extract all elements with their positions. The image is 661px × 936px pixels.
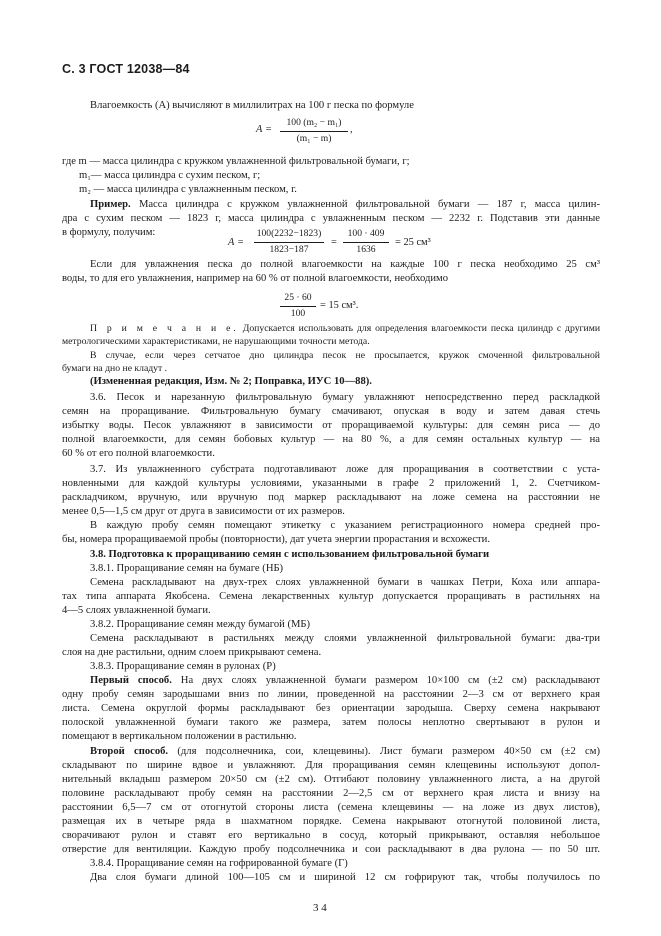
note-line-1 (90, 322, 600, 336)
section-381-title: 3.8.1. Проращивание семян на бумаге (НБ) (90, 563, 284, 574)
example-line-1 (90, 198, 600, 212)
formula-2-equals: = (331, 237, 337, 248)
where-line-1: где m — масса цилиндра с кружком увлажненной фильтровальной бумаги, г; (62, 156, 410, 167)
example-line-2: дра с сухим песком — 1823 г, масса цилиндра с увлажненным песком — 2232 г. Подставив эти данные (62, 213, 600, 224)
p37-line-6: бы, номера проращиваемой пробы (повторности), дат учета энергии прорастания и всхожести. (62, 534, 490, 545)
method1-line-4: полоской увлажненной бумаги такого же размера, затем полосы неплотно свертывают в рулон и (62, 717, 600, 728)
formula-2-bar-2 (343, 242, 389, 243)
formula-1-numerator: 100 (m₂ − m₁) (286, 117, 342, 128)
method2-line-1 (90, 745, 600, 759)
formula-3-numerator: 25 · 60 (284, 292, 312, 303)
p37-line-3: раскладчиком, вручную, или вручную под маркер раскладывают на ложе семена на расстоянии не (62, 492, 600, 503)
s381-line-3: 4—5 слоях увлажненной бумаги. (62, 605, 211, 616)
note-line-4: бумаги на дно не кладут . (62, 363, 168, 374)
method2-line-5: расстоянии 6,5—7 см от отогнутой стороны листа (семена клещевины — на ложе из двух листов), (62, 802, 600, 813)
method1-label: Первый способ. (90, 675, 172, 686)
example-line-3: в формулу, получим: (62, 227, 156, 238)
formula-2-numerator-1: 100(2232−1823) (256, 228, 322, 239)
example-text-1: Масса цилиндра с кружком увлажненной фильтровальной бумаги — 187 г, масса цилин- (138, 199, 600, 210)
intro-line: Влагоемкость (А) вычисляют в миллилитрах на 100 г песка по формуле (90, 100, 414, 111)
formula-3-denominator: 100 (290, 308, 306, 319)
where-line-2: m₁— масса цилиндра с сухим песком, г; (79, 170, 261, 181)
formula-3-bar (280, 306, 316, 307)
p37-line-5: В каждую пробу семян помещают этикетку с указанием регистрационного номера средней про- (90, 520, 600, 531)
method2-line-6: размещая их в четыре ряда в шахматном порядке. Семена накрывают отогнутой половиной листа, (62, 816, 600, 827)
method1-text-1: На двух слоях увлажненной бумаги размером 10×100 см (±2 см) раскладывают (180, 675, 600, 686)
if100-line-1: Если для увлажнения песка до полной влагоемкости на каждые 100 г песка необходимо 25 см³ (90, 259, 600, 270)
formula-3-result: = 15 см³. (320, 300, 359, 311)
where-line-3: m₂ — масса цилиндра с увлажненным песком, г. (79, 184, 297, 195)
note-text-1: Допускается использовать для определения влагоемкости песка цилиндр с другими (242, 323, 601, 334)
method2-line-8: отверстие для вентиляции. Каждую пробу подсолнечника и сои раскладывают в два рулона — по 50 шт. (62, 844, 600, 855)
note-line-2: метрологическими характеристиками, не нарушающими точности метода. (62, 336, 370, 347)
section-382-title: 3.8.2. Проращивание семян между бумагой (МБ) (90, 619, 311, 630)
section-383-title: 3.8.3. Проращивание семян в рулонах (Р) (90, 661, 276, 672)
note-label: П р и м е ч а н и е. (90, 323, 239, 334)
if100-line-2: воды, то для его увлажнения, например на 60 % от полной влагоемкости, необходимо (62, 273, 449, 284)
section-384-title: 3.8.4. Проращивание семян на гофрированной бумаге (Г) (90, 858, 348, 869)
s381-line-2: тах типа аппарата Якобсена. Семена лекарственных культур допускается проращивать в растильнях на (62, 591, 600, 602)
p37-line-1: 3.7. Из увлажненного субстрата подготавливают ложе для проращивания в соответствии с уста- (90, 464, 600, 475)
p36-line-2: семян на проращивание. Фильтровальную бумагу смачивают, опуская в воду и затем давая стечь (62, 406, 600, 417)
note-line-3: В случае, если через сетчатое дно цилиндра песок не просыпается, кружок смоченной фильтровальной (90, 350, 600, 361)
formula-2-denominator-1: 1823−187 (269, 244, 309, 255)
s382-line-1: Семена раскладывают в растильнях между слоями увлажненной фильтровальной бумаги: два-три (90, 633, 600, 644)
p37-line-2: новленными для каждой культуры условиями, указанными в графе 2 приложений 1, 2. Счетчиком- (62, 478, 600, 489)
formula-2-result: = 25 см³ (395, 237, 431, 248)
method2-line-7: сворачивают рулон и ставят его вертикально в сосуд, который прикрывают, оставляя небольшое (62, 830, 600, 841)
formula-1-lhs: А = (256, 124, 272, 135)
method2-line-2: складывают по ширине вдвое и увлажняют. Для проращивания семян клещевины используют допол- (62, 760, 600, 771)
method1-line-5: помещают в вертикальном положении в растильню. (62, 731, 297, 742)
formula-2-denominator-2: 1636 (356, 244, 376, 255)
method1-line-2: одну пробу семян зародышами вниз по линии, проведенной на расстоянии 2—3 см от верхнего края (62, 689, 600, 700)
formula-1-comma: , (350, 124, 353, 135)
p36-line-1: 3.6. Песок и нарезанную фильтровальную бумагу увлажняют непосредственно перед раскладкой (90, 392, 600, 403)
page-number: 3 4 (313, 902, 327, 914)
s382-line-2: слоя на дне растильни, одним слоем прикрывают семена. (62, 647, 322, 658)
formula-1-fraction-bar (280, 131, 348, 132)
s381-line-1: Семена раскладывают на двух-трех слоях увлажненной бумаги в чашках Петри, Коха или аппара- (90, 577, 600, 588)
page-header: С. 3 ГОСТ 12038—84 (62, 62, 190, 76)
method2-label: Второй способ. (90, 746, 169, 757)
s384-line-1: Два слоя бумаги длиной 100—105 см и шириной 12 см гофрируют так, чтобы получилось по (90, 872, 600, 883)
method2-text-1: (для подсолнечника, сои, клещевины). Лист бумаги размером 40×50 см (±2 см) (177, 746, 600, 757)
example-label: Пример. (90, 199, 131, 210)
method1-line-3: листа. Семена округлой формы раскладывают без ориентации зародыша. Сверху семена накрывают (62, 703, 600, 714)
method2-line-3: нительный вкладыш размером 20×50 см (±2 см). Отгибают половину увлажненного листа, а на другой (62, 774, 600, 785)
p36-line-3: избытку воды. Песок увлажняют в зависимости от проращиваемой культуры: для семян риса — до (62, 420, 600, 431)
p37-line-4: менее 0,5—1,5 см друг от друга в зависимости от их размеров. (62, 506, 345, 517)
p36-line-4: полной влагоемкости, для семян бобовых культур — на 80 %, а для семян остальных культур — на (62, 434, 600, 445)
formula-2-bar-1 (254, 242, 324, 243)
formula-1-denominator: (m₁ − m) (296, 133, 332, 144)
method1-line-1 (90, 674, 600, 688)
section-38-title: 3.8. Подготовка к проращиванию семян с использованием фильтровальной бумаги (90, 549, 490, 560)
method2-line-4: половине раскладывают пробу семян на расстоянии 2—2,5 см от верхнего края листа и внизу на (62, 788, 600, 799)
revision-note: (Измененная редакция, Изм. № 2; Поправка, ИУС 10—88). (90, 376, 372, 387)
formula-2-lhs: А = (228, 237, 244, 248)
p36-line-5: 60 % от его полной влагоемкости. (62, 448, 215, 459)
formula-2-numerator-2: 100 · 409 (347, 228, 385, 239)
